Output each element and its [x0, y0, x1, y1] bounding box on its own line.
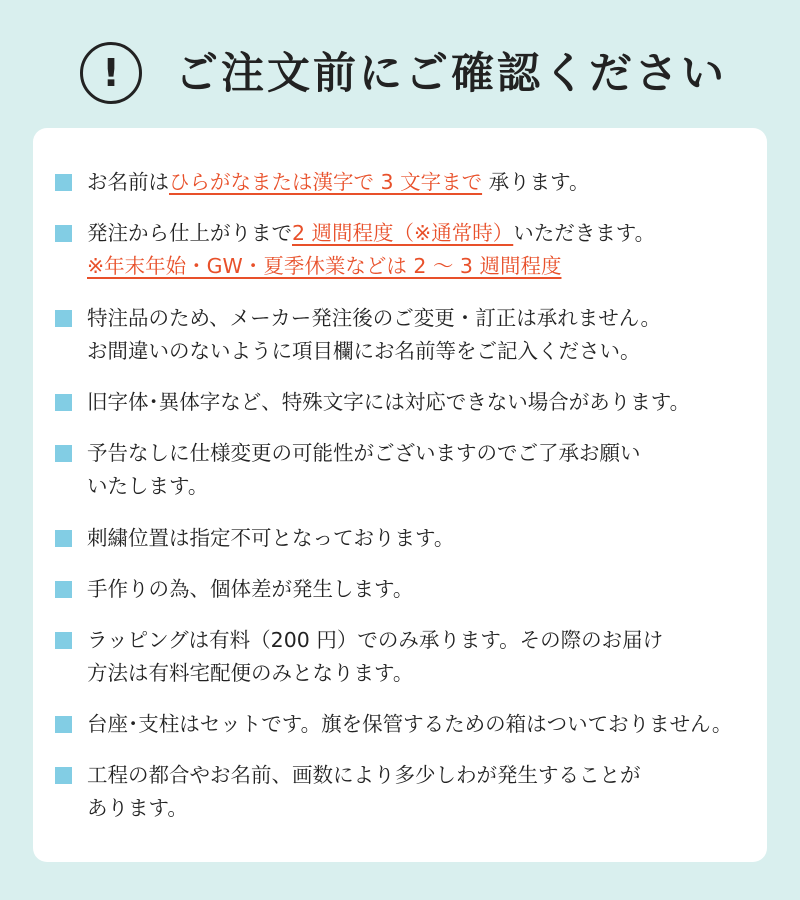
notice-line — [87, 166, 767, 199]
bullet-square-icon — [55, 530, 72, 547]
exclamation-circle-icon: ! — [80, 42, 142, 104]
bullet-square-icon — [55, 767, 72, 784]
notice-highlight: 2 週間程度（※通常時） — [292, 221, 514, 245]
notice-line: お間違いのないように項目欄にお名前等をご記入ください。 — [87, 339, 641, 363]
notice-line: 台座･支柱はセットです。旗を保管するための箱はついておりません。 — [87, 712, 733, 736]
bullet-square-icon — [55, 394, 72, 411]
bullet-square-icon — [55, 174, 72, 191]
bullet-square-icon — [55, 632, 72, 649]
notice-line: いたします。 — [87, 474, 209, 498]
notice-line — [87, 217, 767, 250]
header — [0, 38, 800, 114]
notice-line: 旧字体･異体字など、特殊文字には対応できない場合があります。 — [87, 390, 691, 414]
notice-line: 予告なしに仕様変更の可能性がございますのでご了承お願い — [87, 441, 641, 465]
notice-line: ラッピングは有料（200 円）でのみ承ります。その際のお届け — [87, 628, 664, 652]
notice-text: いただきます。 — [513, 221, 656, 245]
notice-text: 承ります。 — [482, 170, 590, 194]
notice-line: 工程の都合やお名前、画数により多少しわが発生することが — [87, 763, 641, 787]
notice-text: お名前は — [87, 170, 169, 194]
bullet-square-icon — [55, 445, 72, 462]
notice-line: あります。 — [87, 796, 188, 820]
bullet-square-icon — [55, 225, 72, 242]
bullet-square-icon — [55, 310, 72, 327]
notice-line: 特注品のため、メーカー発注後のご変更・訂正は承れません。 — [87, 306, 661, 330]
notice-line: 手作りの為、個体差が発生します。 — [87, 577, 414, 601]
notice-highlight: ひらがなまたは漢字で 3 文字まで — [169, 170, 483, 194]
notice-highlight-line: ※年末年始・GW・夏季休業などは 2 〜 3 週間程度 — [87, 254, 562, 278]
bullet-square-icon — [55, 716, 72, 733]
notice-line: 刺繍位置は指定不可となっております。 — [87, 526, 455, 550]
bullet-square-icon — [55, 581, 72, 598]
page-title: ご注文前にご確認ください — [175, 49, 727, 99]
notice-line: 方法は有料宅配便のみとなります。 — [87, 661, 414, 685]
notice-text: 発注から仕上がりまで — [87, 221, 292, 245]
